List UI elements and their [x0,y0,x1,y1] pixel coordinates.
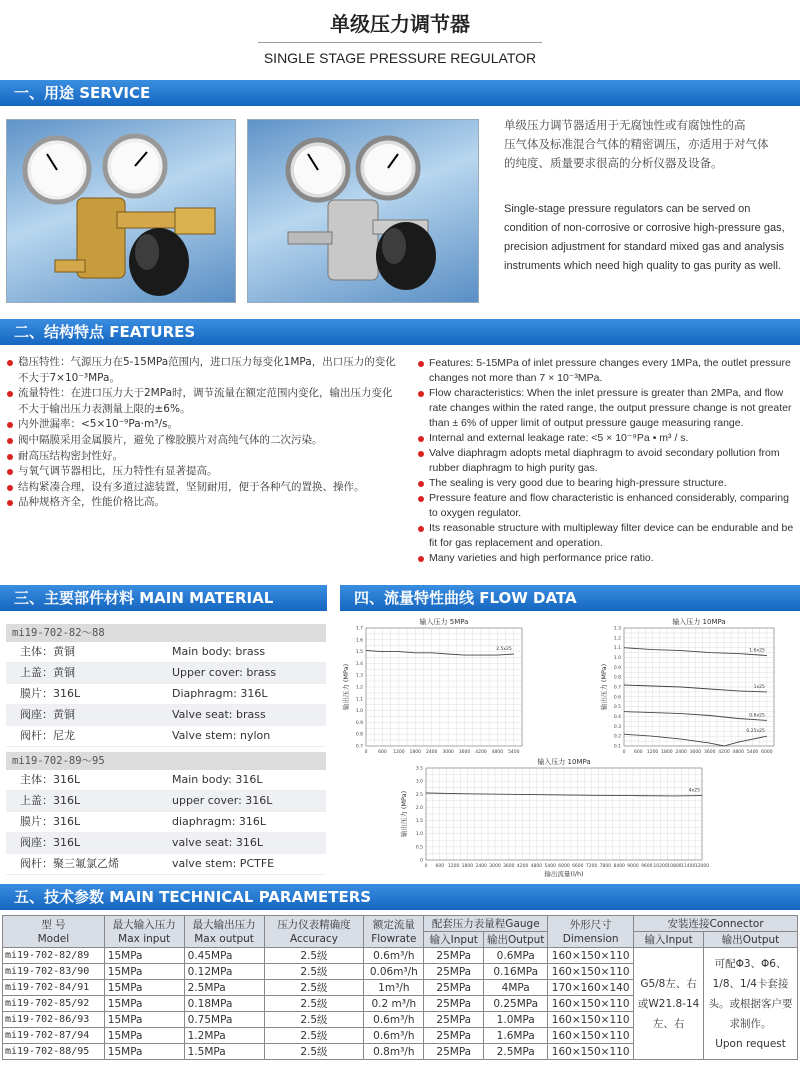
y-tick-label: 3.0 [415,779,423,785]
feature-item-en: Many varieties and high performance price ratio. [417,551,795,566]
col-accuracy [264,916,364,948]
feature-item-cn: 阀中隔膜采用金属膜片，避免了橡胶膜片对高纯气体的二次污染。 [6,433,398,449]
x-tick-label: 4800 [530,864,543,869]
x-tick-label: 3000 [689,750,702,755]
x-tick-label: 0 [622,750,626,755]
series-label: 1x25 [753,684,765,690]
y-tick-label: 0.6 [613,695,621,701]
feature-item-cn: 内外泄漏率：<5×10⁻⁹Pa·m³/s。 [6,417,398,433]
x-tick-label: 3000 [442,750,454,755]
material-en: Valve seat: brass [172,708,266,721]
cell-flowrate: 0.2 m³/h [364,996,424,1012]
material-cn: 上盖：316L [20,794,81,807]
cell-gauge-input: 25MPa [424,980,484,996]
x-tick-label: 600 [378,750,387,755]
cell-model: mi19-702-85/92 [3,996,105,1012]
x-tick-label: 1200 [393,750,405,755]
material-cn: 阀座：316L [20,836,81,849]
service-text-en [504,200,798,276]
material-group-2 [6,752,326,875]
feature-item-en: Valve diaphragm adopts metal diaphragm to avoid secondary pollution from rubber diaphragm to high purity gas. [417,446,795,476]
material-en: Diaphragm: 316L [172,687,268,700]
y-tick-label: 1.4 [355,661,363,667]
cell-gauge-input: 25MPa [424,964,484,980]
cell-dimension: 160×150×110 [548,1028,634,1044]
col-max-output-en: Max output [194,932,254,945]
material-en: diaphragm: 316L [172,815,267,828]
x-tick-label: 600 [435,864,445,869]
x-tick-label: 1800 [661,750,673,755]
material-heading: 三、主要部件材料 MAIN MATERIAL [0,585,327,611]
col-max-input-en: Max input [118,932,171,945]
y-tick-label: 1.1 [355,697,363,703]
col-accuracy-en: Accuracy [289,932,338,945]
features-list-cn [6,355,398,511]
feature-item-en: The sealing is very good due to bearing high-pressure structure. [417,476,795,491]
cell-max-output: 0.45MPa [184,948,264,964]
cell-flowrate: 0.06m³/h [364,964,424,980]
y-tick-label: 1.5 [355,650,363,656]
cell-max-output: 0.75MPa [184,1012,264,1028]
x-tick-label: 6000 [558,864,570,869]
y-axis-label: 输出压力 (MPa) [342,663,350,711]
cell-gauge-input: 25MPa [424,996,484,1012]
material-en: Main body: brass [172,645,266,658]
cell-gauge-output: 2.5MPa [484,1044,548,1060]
x-axis-label: 输出流量(l/h) [679,756,719,764]
x-tick-label: 5400 [508,750,520,755]
material-row [6,833,326,854]
x-tick-label: 1800 [409,750,421,755]
x-tick-label: 6600 [572,864,584,869]
x-tick-label: 4800 [491,750,504,755]
col-conn-output: 输出Output [704,932,798,948]
material-en: upper cover: 316L [172,794,273,807]
x-tick-label: 10800 [667,864,682,869]
service-text-cn [504,116,796,173]
y-tick-label: 2.0 [415,805,423,811]
feature-item-en: Pressure feature and flow characteristic is enhanced considerably, comparing to oxygen regulator. [417,491,795,521]
x-tick-label: 2400 [475,864,487,869]
x-tick-label: 4800 [732,750,745,755]
cell-accuracy: 2.5级 [264,1028,364,1044]
col-model-cn: 型 号 [41,918,66,931]
y-axis-label: 输出压力 (MPa) [600,663,608,711]
cell-accuracy: 2.5级 [264,1012,364,1028]
col-model-en: Model [37,932,70,945]
y-tick-label: 0.1 [613,744,621,750]
cell-model: mi19-702-82/89 [3,948,105,964]
feature-item-cn: 品种规格齐全，性能价格比高。 [6,495,398,511]
cell-accuracy: 2.5级 [264,980,364,996]
x-tick-label: 6000 [761,750,773,755]
cell-max-input: 15MPa [104,1012,184,1028]
cell-gauge-input: 25MPa [424,1012,484,1028]
material-cn: 膜片：316L [20,687,81,700]
service-en-line: condition of non-corrosive or corrosive high-pressure gas, [504,222,785,234]
col-flowrate-en: Flowrate [371,932,417,945]
col-dimension-cn: 外形尺寸 [569,918,612,931]
series-label: 4x25 [688,788,700,794]
service-en-line: instruments which need high quality to gas purity as well. [504,260,781,272]
col-gauge-output: 输出Output [484,932,548,948]
chart-title: 输入压力 5MPa [419,618,469,626]
series-label: 1.6x25 [749,648,765,654]
material-cn: 膜片：316L [20,815,81,828]
feature-item-cn: 结构紧凑合理，设有多道过滤装置，坚韧耐用，便于各种气的置换、操作。 [6,480,398,496]
title-divider [258,42,542,43]
feature-item-cn: 流量特性：在进口压力大于2MPa时，调节流量在额定范围内变化，输出压力变化不大于输出压力表测量上限的±6%。 [6,386,398,417]
col-dimension [548,916,634,948]
flow-chart-10mpa-b [396,756,726,878]
cell-model: mi19-702-86/93 [3,1012,105,1028]
cell-max-input: 15MPa [104,996,184,1012]
material-row [6,705,326,726]
col-max-output-cn: 最大输出压力 [192,918,256,931]
cell-gauge-output: 0.16MPa [484,964,548,980]
cell-flowrate: 1m³/h [364,980,424,996]
cell-gauge-output: 1.0MPa [484,1012,548,1028]
col-accuracy-cn: 压力仪表精确度 [277,918,351,931]
cell-model: mi19-702-87/94 [3,1028,105,1044]
y-tick-label: 0.5 [613,705,621,711]
material-row [6,726,326,747]
material-cn: 上盖：黄铜 [20,666,75,679]
cell-accuracy: 2.5级 [264,1044,364,1060]
y-tick-label: 0.2 [613,734,621,740]
material-en: valve stem: PCTFE [172,857,275,870]
y-tick-label: 1.0 [355,709,363,715]
x-tick-label: 9600 [641,864,653,869]
table-row [3,948,798,964]
y-axis-label: 输出压力 (MPa) [400,790,408,838]
material-model: mi19-702-82～88 [6,624,326,642]
params-heading: 五、技术参数 MAIN TECHNICAL PARAMETERS [0,884,800,910]
steel-regulator-photo [247,119,479,303]
material-en: valve seat: 316L [172,836,263,849]
cell-conn-output [704,948,798,1060]
y-tick-label: 0.7 [613,685,621,691]
features-heading: 二、结构特点 FEATURES [0,319,800,345]
features-list-en [417,356,795,566]
material-cn: 主体：316L [20,773,81,786]
cell-dimension: 160×150×110 [548,1012,634,1028]
conn-output-cn: 可配Φ3、Φ6、1/8、1/4卡套接头。或根据客户要求制作。 [708,957,793,1030]
cell-gauge-input: 25MPa [424,1044,484,1060]
cell-max-output: 0.18MPa [184,996,264,1012]
col-flowrate [364,916,424,948]
brass-regulator-photo [6,119,236,303]
cell-flowrate: 0.6m³/h [364,1028,424,1044]
x-tick-label: 3000 [489,864,501,869]
x-tick-label: 7200 [585,864,598,869]
col-model [3,916,105,948]
x-tick-label: 10200 [653,864,668,869]
cell-gauge-output: 0.25MPa [484,996,548,1012]
y-tick-label: 0.8 [613,675,621,681]
x-tick-label: 0 [424,864,428,869]
cell-gauge-output: 0.6MPa [484,948,548,964]
feature-item-cn: 耐高压结构密封性好。 [6,449,398,465]
y-tick-label: 0.9 [355,720,363,726]
feature-item-cn: 与氧气调节器相比，压力特性有显著提高。 [6,464,398,480]
x-tick-label: 2400 [425,750,438,755]
x-tick-label: 1200 [646,750,659,755]
y-tick-label: 0.9 [613,665,621,671]
y-tick-label: 1.3 [613,626,621,632]
material-en: Valve stem: nylon [172,729,271,742]
chart-title: 输入压力 10MPa [672,618,726,626]
cell-max-output: 1.2MPa [184,1028,264,1044]
x-tick-label: 12000 [694,864,710,869]
material-cn: 阀杆：聚三氟氯乙烯 [20,857,119,870]
feature-item-en: Flow characteristics: When the inlet pressure is greater than 2MPa, and flow rate changes within the rated range, the output pressure change is not greater than ± 6% of upper limit of output pressure gauge measuring range. [417,386,795,431]
material-row [6,791,326,812]
x-tick-label: 4200 [475,750,487,755]
cell-accuracy: 2.5级 [264,948,364,964]
service-cn-line: 单级压力调节器适用于无腐蚀性或有腐蚀性的高 [504,118,746,132]
service-cn-line: 的纯度、质量要求很高的分析仪器及设备。 [504,156,723,170]
y-tick-label: 1.7 [355,626,363,632]
cell-gauge-input: 25MPa [424,948,484,964]
material-row [6,663,326,684]
cell-dimension: 160×150×110 [548,964,634,980]
page-title: 单级压力调节器 [330,12,470,36]
cell-accuracy: 2.5级 [264,996,364,1012]
cell-flowrate: 0.6m³/h [364,1012,424,1028]
y-tick-label: 0 [420,858,423,864]
col-max-input-cn: 最大输入压力 [112,918,176,931]
cell-dimension: 160×150×110 [548,996,634,1012]
conn-output-en: Upon request [715,1037,786,1050]
material-model: mi19-702-89～95 [6,752,326,770]
cell-gauge-output: 1.6MPa [484,1028,548,1044]
col-max-output [184,916,264,948]
y-tick-label: 0.5 [415,845,423,851]
y-tick-label: 1.6 [355,638,363,644]
cell-conn-input: G5/8左、右或W21.8-14左、右 [634,948,704,1060]
x-tick-label: 7800 [599,864,612,869]
x-axis-label: 输出流量(l/h) [424,756,464,764]
y-tick-label: 0.4 [613,715,621,720]
feature-item-en: Its reasonable structure with multipleway filter device can be endurable and be fit for gas replacement and operation. [417,521,795,551]
x-tick-label: 2400 [675,750,687,755]
x-tick-label: 3600 [458,750,471,755]
cell-gauge-input: 25MPa [424,1028,484,1044]
cell-max-input: 15MPa [104,980,184,996]
y-tick-label: 1.3 [355,673,363,679]
cell-dimension: 160×150×110 [548,1044,634,1060]
service-en-line: Single-stage pressure regulators can be served on [504,203,751,215]
cell-gauge-output: 4MPa [484,980,548,996]
params-table [2,915,798,1060]
cell-model: mi19-702-88/95 [3,1044,105,1060]
y-tick-label: 2.5 [415,792,423,798]
material-row [6,812,326,833]
series-label: 2.5x25 [496,646,512,652]
material-row [6,770,326,791]
flow-heading: 四、流量特性曲线 FLOW DATA [340,585,800,611]
material-en: Main body: 316L [172,773,263,786]
series-label: 0.6x25 [749,713,765,719]
x-tick-label: 9000 [627,864,639,869]
y-tick-label: 1.5 [415,819,423,825]
flow-chart-10mpa-a [596,614,796,764]
y-tick-label: 0.8 [355,732,363,738]
cell-max-input: 15MPa [104,948,184,964]
y-tick-label: 3.5 [415,766,423,772]
cell-max-input: 15MPa [104,964,184,980]
x-tick-label: 11400 [681,864,696,869]
material-row [6,642,326,663]
params-table-wrap [2,915,798,1060]
material-en: Upper cover: brass [172,666,277,679]
feature-item-en: Features: 5-15MPa of inlet pressure changes every 1MPa, the outlet pressure changes not more than 7 × 10⁻³MPa. [417,356,795,386]
chart-title: 输入压力 10MPa [537,758,591,766]
cell-flowrate: 0.8m³/h [364,1044,424,1060]
cell-max-output: 2.5MPa [184,980,264,996]
page-subtitle: SINGLE STAGE PRESSURE REGULATOR [263,50,537,66]
col-connector: 安装连接Connector [634,916,798,932]
x-axis-label: 输出流量(l/h) [544,870,584,878]
cell-flowrate: 0.6m³/h [364,948,424,964]
feature-item-en: Internal and external leakage rate: <5 × 10⁻⁹Pa • m³ / s. [417,431,795,446]
cell-max-input: 15MPa [104,1028,184,1044]
x-tick-label: 5400 [544,864,556,869]
y-tick-label: 0.3 [613,724,621,730]
x-tick-label: 8400 [613,864,625,869]
x-tick-label: 600 [633,750,643,755]
cell-dimension: 160×150×110 [548,948,634,964]
service-en-line: precision adjustment for standard mixed gas and analysis [504,241,785,253]
col-gauge: 配套压力表量程Gauge [424,916,548,932]
cell-accuracy: 2.5级 [264,964,364,980]
cell-model: mi19-702-84/91 [3,980,105,996]
x-tick-label: 1200 [447,864,460,869]
x-tick-label: 3600 [703,750,716,755]
y-tick-label: 1.1 [613,646,621,652]
service-cn-line: 压气体及标准混合气体的精密调压，亦适用于对气体 [504,137,769,151]
cell-model: mi19-702-83/90 [3,964,105,980]
material-group-1 [6,624,326,747]
cell-max-output: 0.12MPa [184,964,264,980]
col-max-input [104,916,184,948]
y-tick-label: 1.0 [415,832,423,838]
material-cn: 阀座：黄铜 [20,708,75,721]
cell-max-output: 1.5MPa [184,1044,264,1060]
x-tick-label: 4200 [516,864,529,869]
x-tick-label: 3600 [503,864,515,869]
series-label: 0.25x25 [746,729,765,735]
flow-chart-5mpa [340,614,530,764]
x-tick-label: 4200 [718,750,730,755]
y-tick-label: 1.0 [613,656,621,661]
col-conn-input: 输入Input [634,932,704,948]
col-gauge-input: 输入Input [424,932,484,948]
y-tick-label: 1.2 [355,685,363,691]
y-tick-label: 1.2 [613,636,621,642]
material-row [6,854,326,875]
cell-max-input: 15MPa [104,1044,184,1060]
service-heading: 一、用途 SERVICE [0,80,800,106]
col-dimension-en: Dimension [562,932,619,945]
y-tick-label: 0.7 [355,744,363,750]
x-tick-label: 0 [364,750,368,755]
col-flowrate-cn: 额定流量 [372,918,415,931]
material-cn: 阀杆：尼龙 [20,729,75,742]
cell-dimension: 170×160×140 [548,980,634,996]
x-tick-label: 1800 [461,864,474,869]
x-tick-label: 5400 [746,750,759,755]
material-row [6,684,326,705]
feature-item-cn: 稳压特性：气源压力在5-15MPa范围内，进口压力每变化1MPa，出口压力的变化不大于7×10⁻³MPa。 [6,355,398,386]
material-cn: 主体：黄铜 [20,645,75,658]
